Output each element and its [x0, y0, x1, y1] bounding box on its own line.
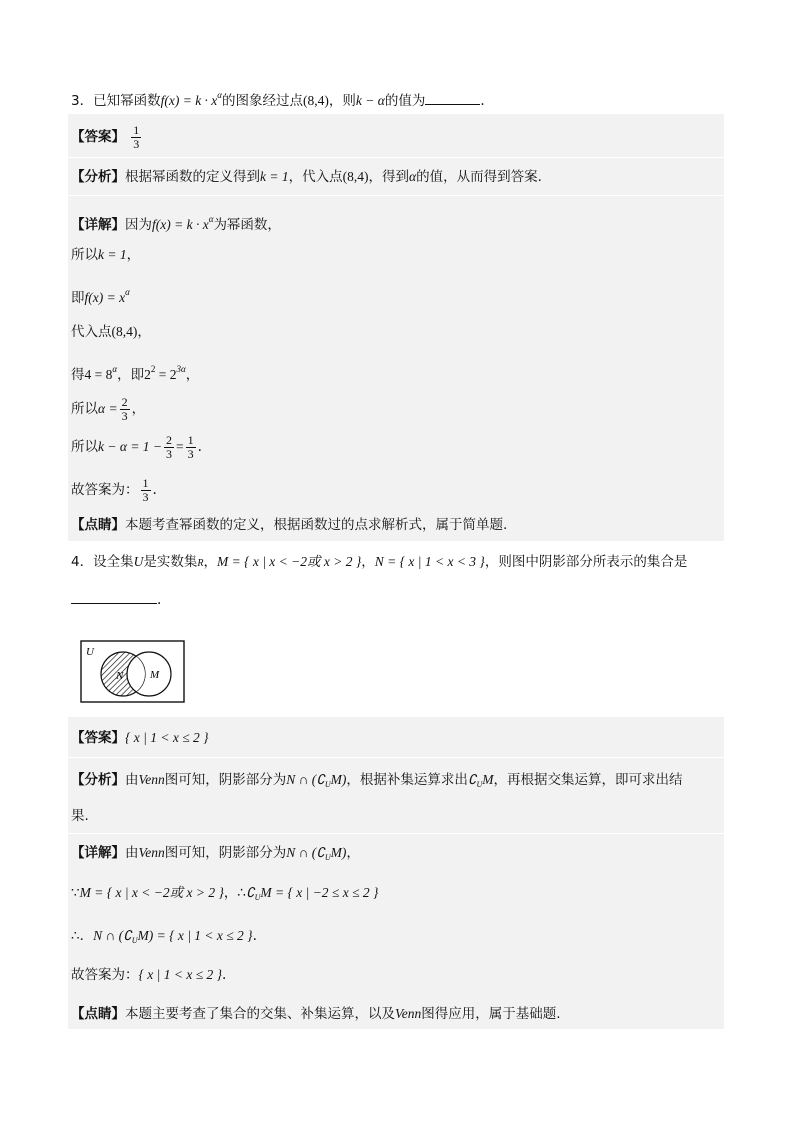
q3-number: 3．: [71, 93, 94, 109]
fraction: $\frac{1}{3}$: [142, 476, 149, 504]
comment-tag: 【点睛】: [71, 517, 125, 533]
analysis-tag: 【分析】: [71, 772, 125, 788]
detail-tag: 【详解】: [71, 845, 125, 861]
q3-step-4: 得$4 = 8^\alpha$，即$2^2 = 2^{3\alpha}$，: [71, 364, 200, 383]
set-m-label: M: [150, 669, 160, 681]
q3-final-answer: 故答案为： $\frac{1}{3}$ .: [71, 476, 157, 504]
q4-analysis: 【分析】由Venn图可知，阴影部分为N ∩ $(∁_UM)$，根据补集运算求出$∁_UM$，再根据交集运算，即可求出结: [71, 772, 683, 789]
q4-comment: 【点睛】本题主要考查了集合的交集、补集运算，以及Venn图得应用，属于基础题.: [71, 1006, 561, 1022]
q4-answer: 【答案】{ x | 1 < x ≤ 2 }: [71, 730, 209, 746]
universe-label: U: [86, 646, 94, 658]
answer-fraction: $\frac{1}{3}$: [133, 123, 140, 151]
q3-step-6: 所以k − α = 1 − $\frac{2}{3}$ = $\frac{1}{3}$ .: [71, 433, 202, 461]
q4-detail: 【详解】由Venn图可知，阴影部分为N ∩ $(∁_UM)$，: [71, 845, 360, 862]
fraction: $\frac{2}{3}$: [166, 433, 173, 461]
q3-comment: 【点睛】本题考查幂函数的定义，根据函数过的点求解析式，属于简单题.: [71, 517, 508, 533]
q3-step-2: 即$f(x) = x^\alpha$: [71, 287, 130, 306]
q3-answer: [71, 124, 143, 151]
q3-answer-blank[interactable]: [425, 104, 480, 105]
q4-answer-blank[interactable]: [71, 603, 157, 604]
q3-step-1: 所以k = 1，: [71, 247, 141, 263]
set-n-label: N: [116, 670, 124, 682]
q3-stem: 3．已知幂函数$f(x) = k \cdot x^\alpha$的图象经过点(8,4)，则k − α的值为 .: [71, 90, 485, 109]
analysis-tag: 【分析】: [71, 169, 125, 185]
fraction: $\frac{1}{3}$: [187, 433, 194, 461]
q4-analysis-cont: 果.: [71, 808, 89, 824]
q4-final-answer: 故答案为：{ x | 1 < x ≤ 2 }.: [71, 967, 227, 983]
venn-diagram: [80, 640, 186, 704]
q3-step-3: 代入点(8,4)，: [71, 324, 151, 340]
q4-stem: 4．设全集U是实数集R，M = { x | x < −2或 x > 2 }，N = { x | 1 < x < 3 }，则图中阴影部分所表示的集合是: [71, 554, 688, 570]
q3-answer-block: [68, 114, 724, 157]
q3-step-5: 所以α = $\frac{2}{3}$ ，: [71, 395, 146, 423]
q4-number: 4．: [71, 554, 94, 570]
detail-tag: 【详解】: [71, 217, 125, 233]
comment-tag: 【点睛】: [71, 1006, 125, 1022]
fraction: $\frac{2}{3}$: [121, 395, 128, 423]
q4-step-1: ∵M = { x | x < −2或 x > 2 }，$\therefore∁_UM$ = { x | −2 ≤ x ≤ 2 }: [71, 885, 379, 902]
q3-analysis: 【分析】根据幂函数的定义得到k = 1，代入点(8,4)，得到α的值，从而得到答案.: [71, 169, 542, 185]
answer-tag: 【答案】: [71, 129, 125, 145]
q3-detail: 【详解】因为$f(x) = k \cdot x^\alpha$为幂函数，: [71, 214, 281, 233]
q4-stem-blank-line: .: [71, 590, 161, 610]
q4-step-2: ∴．N ∩ $(∁_UM)$ = { x | 1 < x ≤ 2 }.: [71, 928, 257, 945]
answer-tag: 【答案】: [71, 730, 125, 746]
